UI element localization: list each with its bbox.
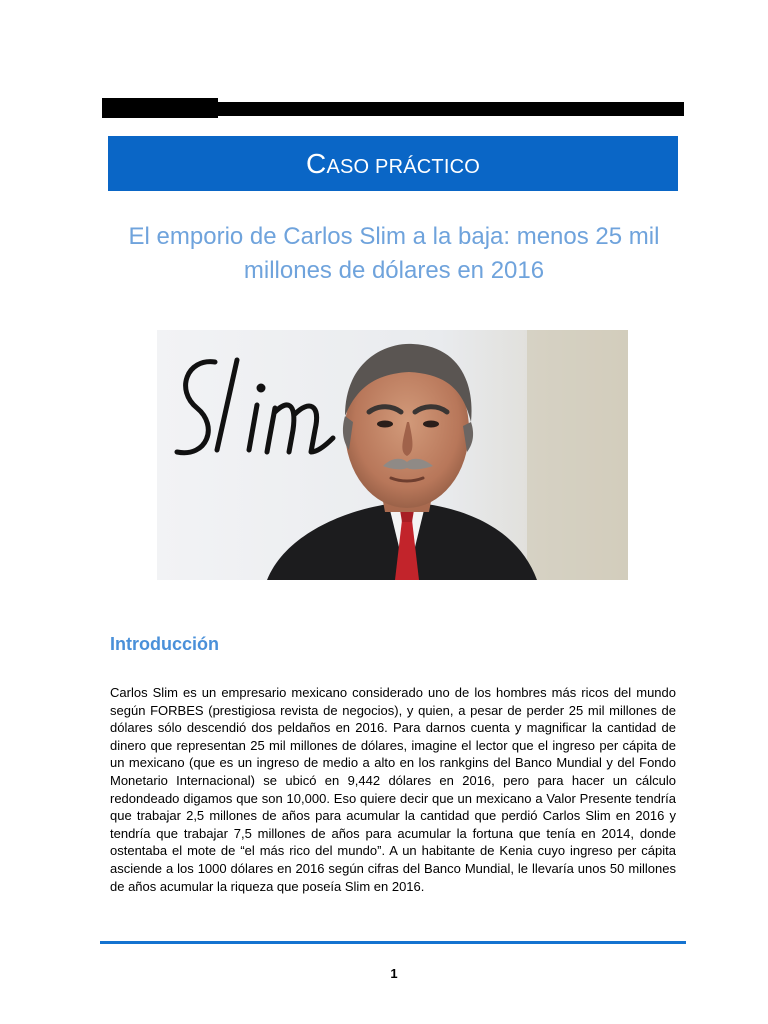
portrait-illustration (157, 330, 628, 580)
footer-divider (100, 941, 686, 944)
header-bar-block (102, 98, 218, 118)
section-heading-introduccion: Introducción (110, 634, 219, 654)
banner-rest: ASO PRÁCTICO (326, 155, 480, 178)
banner-label (306, 148, 480, 180)
portrait-photo (157, 330, 628, 580)
banner-first-letter: C (306, 147, 327, 179)
case-banner (108, 136, 678, 191)
document-title: El emporio de Carlos Slim a la baja: menos 25 mil millones de dólares en 2016 (128, 223, 660, 284)
page-number: 1 (390, 966, 398, 981)
header-bar-line (218, 102, 684, 116)
body-paragraph: Carlos Slim es un empresario mexicano considerado uno de los hombres más ricos del mundo según FORBES (prestigiosa revista de negocios), y quien, a pesar de perder 25 mil millones de dólares sólo descendió dos peldaños en 2016. Para darnos cuenta y magnificar la cantidad de dinero que representan 25 mil millones de dólares, imagine el lector que el ingreso per cápita de un mexicano (que es un ingreso de medio a alto en los rankgins del Banco Mundial y del Fondo Monetario Internacional) se ubicó en 9,442 dólares en 2016, pero para hacer un cálculo redondeado digamos que son 10,000. Eso quiere decir que un mexicano a Valor Presente tendría que trabajar 2,5 millones de años para acumular la cantidad que perdió Carlos Slim en 2016 y tendría que trabajar 7,5 millones de años para acumular la fortuna que tenía en 2014, donde ostentaba el mote de “el más rico del mundo”. A un habitante de Kenia cuyo ingreso per cápita asciende a los 1000 dólares en 2016 según cifras del Banco Mundial, le llevaría unos 50 millones de años acumular la riqueza que poseía Slim en 2016. (110, 685, 676, 894)
